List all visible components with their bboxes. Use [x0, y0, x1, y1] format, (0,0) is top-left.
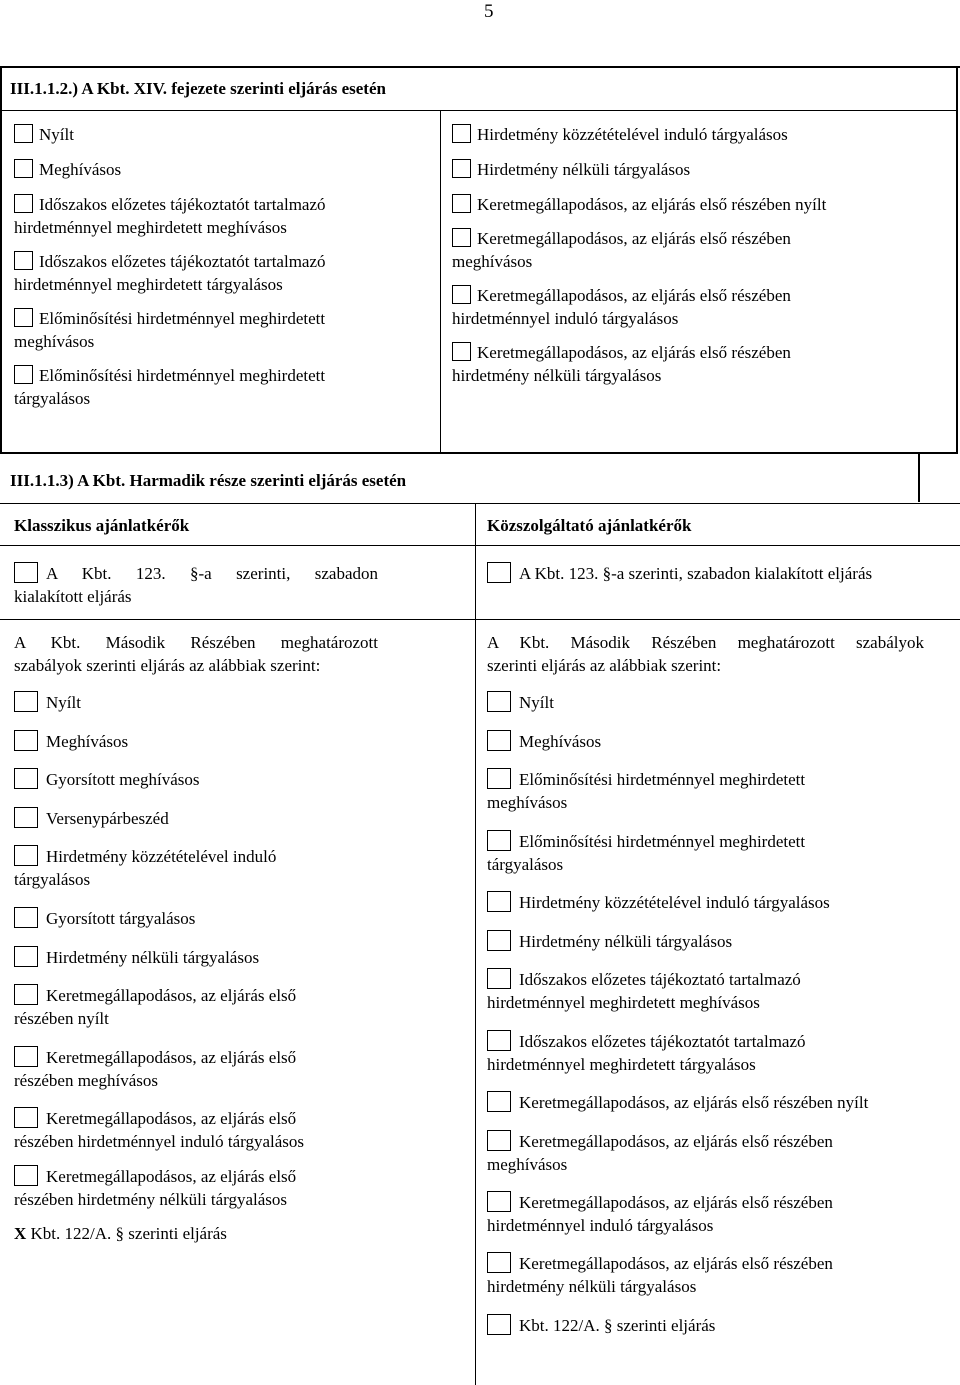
option-label: Időszakos előzetes tájékoztatót tartalmazó — [519, 1032, 806, 1051]
option-label: Nyílt — [39, 125, 74, 144]
option-label: Időszakos előzetes tájékoztató tartalmazó — [519, 970, 801, 989]
option-label: Keretmegállapodásos, az eljárás első részében nyílt — [477, 195, 827, 214]
option-label: Keretmegállapodásos, az eljárás első — [46, 1167, 297, 1186]
checkbox[interactable] — [14, 807, 38, 828]
checkbox-option[interactable] — [487, 1191, 833, 1237]
checkbox[interactable] — [487, 1091, 511, 1112]
checkbox[interactable] — [14, 907, 38, 928]
checkbox-option[interactable] — [452, 158, 690, 181]
checkbox[interactable] — [487, 1191, 511, 1212]
option-label: Keretmegállapodásos, az eljárás első részében nyílt — [519, 1093, 869, 1112]
option-label: Hirdetmény nélküli tárgyalásos — [519, 932, 733, 951]
checkbox-option[interactable] — [14, 123, 74, 146]
checkbox[interactable] — [14, 946, 38, 967]
checkbox-option[interactable] — [487, 1030, 806, 1076]
checkbox[interactable] — [14, 194, 33, 213]
checkbox-option[interactable] — [14, 1165, 296, 1211]
checkbox-option[interactable] — [14, 193, 326, 239]
checkbox[interactable] — [14, 1046, 38, 1067]
checkbox[interactable] — [452, 194, 471, 213]
option-label-cont: hirdetménnyel meghirdetett meghívásos — [487, 993, 760, 1012]
checkbox[interactable] — [487, 691, 511, 712]
option-label-cont: hirdetmény nélküli tárgyalásos — [487, 1277, 697, 1296]
checkbox[interactable] — [14, 768, 38, 789]
option-label: A Kbt. 123. §-a szerinti, szabadon — [46, 564, 378, 583]
checkbox[interactable] — [487, 930, 511, 951]
checkbox-option[interactable] — [14, 691, 81, 714]
section2-column-divider — [475, 503, 476, 1385]
option-label-cont: tárgyalásos — [487, 855, 564, 874]
checkbox-option[interactable] — [487, 768, 805, 814]
option-label: Hirdetmény közzétételével induló — [46, 847, 277, 866]
checkbox[interactable] — [487, 830, 511, 851]
option-label: Keretmegállapodásos, az eljárás első részében — [519, 1132, 833, 1151]
checkbox[interactable] — [14, 562, 38, 583]
classic-free-procedure-option[interactable] — [14, 562, 378, 608]
checkbox[interactable] — [14, 124, 33, 143]
checkbox[interactable] — [14, 730, 38, 751]
option-label-cont: tárgyalásos — [14, 870, 91, 889]
checkbox-option[interactable] — [487, 1314, 715, 1337]
option-label-cont: hirdetménnyel meghirdetett meghívásos — [14, 218, 287, 237]
section2-heading: III.1.1.3) A Kbt. Harmadik része szerinti eljárás esetén — [10, 471, 407, 490]
option-label-cont: hirdetménnyel induló tárgyalásos — [452, 309, 679, 328]
option-label-cont: részében nyílt — [14, 1009, 109, 1028]
option-label: Hirdetmény nélküli tárgyalásos — [46, 948, 260, 967]
option-label: Keretmegállapodásos, az eljárás első — [46, 1109, 297, 1128]
section1-heading: III.1.1.2.) A Kbt. XIV. fejezete szerinti eljárás esetén — [10, 79, 386, 98]
option-label: Kbt. 122/A. § szerinti eljárás — [30, 1224, 227, 1243]
checkbox[interactable] — [452, 124, 471, 143]
frame-left — [0, 66, 2, 454]
option-label: Meghívásos — [519, 732, 602, 751]
checkbox[interactable] — [14, 1165, 38, 1186]
option-label: Keretmegállapodásos, az eljárás első — [46, 1048, 297, 1067]
checkbox-option[interactable] — [14, 730, 128, 753]
option-label: Gyorsított tárgyalásos — [46, 909, 196, 928]
checkbox-option[interactable] — [487, 930, 732, 953]
checkbox-option[interactable] — [487, 830, 805, 876]
option-label-cont: meghívásos — [487, 793, 568, 812]
section1-column-divider — [440, 110, 441, 453]
option-label: Előminősítési hirdetménnyel meghirdetett — [39, 366, 326, 385]
checkbox[interactable] — [487, 1030, 511, 1051]
checkbox-option[interactable] — [452, 284, 791, 330]
option-label: Versenypárbeszéd — [46, 809, 169, 828]
option-label: Keretmegállapodásos, az eljárás első részében — [519, 1254, 833, 1273]
option-label: A Kbt. 123. §-a szerinti, szabadon kialakított eljárás — [519, 564, 873, 583]
checkbox-option[interactable] — [14, 845, 276, 891]
frame-top — [0, 66, 960, 68]
checkbox-option[interactable] — [452, 193, 826, 216]
section2-top-line — [0, 503, 960, 504]
option-label: Keretmegállapodásos, az eljárás első részében — [477, 343, 791, 362]
option-label-cont: meghívásos — [452, 252, 533, 271]
option-label: Előminősítési hirdetménnyel meghirdetett — [519, 770, 806, 789]
checkbox-option[interactable] — [14, 807, 169, 830]
option-label-cont: részében hirdetménnyel induló tárgyalásos — [14, 1132, 305, 1151]
checkbox[interactable] — [14, 845, 38, 866]
checkbox[interactable] — [487, 1252, 511, 1273]
option-label: Keretmegállapodásos, az eljárás első részében — [477, 229, 791, 248]
utility-intro-text: A Kbt. Második Részében meghatározott szabályok szerinti eljárás az alábbiak szerint: — [487, 633, 924, 675]
checkbox-option[interactable] — [14, 307, 325, 353]
checkbox[interactable] — [487, 1130, 511, 1151]
checkbox[interactable] — [452, 228, 471, 247]
checkbox-option[interactable] — [14, 1107, 304, 1153]
checkbox[interactable] — [487, 1314, 511, 1335]
option-label: Hirdetmény nélküli tárgyalásos — [477, 160, 691, 179]
section2-title-divider — [0, 545, 960, 546]
checkbox[interactable] — [452, 285, 471, 304]
checkbox-option[interactable] — [14, 768, 199, 791]
checkbox-option[interactable] — [487, 730, 601, 753]
checkbox[interactable] — [14, 251, 33, 270]
checkbox[interactable] — [14, 1107, 38, 1128]
checkbox-option[interactable] — [14, 250, 326, 296]
checkbox[interactable] — [487, 968, 511, 989]
checkbox[interactable] — [14, 984, 38, 1005]
option-label-cont: hirdetmény nélküli tárgyalásos — [452, 366, 662, 385]
checkbox-option[interactable] — [14, 907, 195, 930]
checkbox[interactable] — [14, 691, 38, 712]
selected-mark: X — [14, 1224, 27, 1243]
option-label-cont: részében meghívásos — [14, 1071, 158, 1090]
option-label-cont: tárgyalásos — [14, 389, 91, 408]
option-label: Meghívásos — [39, 160, 122, 179]
option-label: Időszakos előzetes tájékoztatót tartalmazó — [39, 252, 326, 271]
checkbox[interactable] — [14, 159, 33, 178]
option-label: Kbt. 122/A. § szerinti eljárás — [519, 1316, 716, 1335]
option-label: Időszakos előzetes tájékoztatót tartalmazó — [39, 195, 326, 214]
option-label-cont: részében hirdetmény nélküli tárgyalásos — [14, 1190, 288, 1209]
option-label: Gyorsított meghívásos — [46, 770, 200, 789]
option-label-cont: hirdetménnyel meghirdetett tárgyalásos — [487, 1055, 756, 1074]
checkbox[interactable] — [452, 159, 471, 178]
frame-bottom — [0, 452, 958, 454]
option-label: Hirdetmény közzétételével induló tárgyalásos — [477, 125, 788, 144]
checkbox[interactable] — [487, 562, 511, 583]
checkbox-option[interactable] — [487, 1091, 868, 1114]
checkbox-option[interactable] — [487, 968, 801, 1014]
option-label-cont: kialakított eljárás — [14, 587, 132, 606]
checkbox-option[interactable] — [14, 364, 325, 410]
option-label: Keretmegállapodásos, az eljárás első — [46, 986, 297, 1005]
checkbox[interactable] — [487, 891, 511, 912]
checkbox-option[interactable] — [487, 691, 554, 714]
checkbox-option[interactable] — [487, 1252, 833, 1298]
option-label-cont: meghívásos — [14, 332, 95, 351]
checkbox[interactable] — [14, 308, 33, 327]
option-label: Nyílt — [46, 693, 81, 712]
option-label: Keretmegállapodásos, az eljárás első részében — [477, 286, 791, 305]
option-label-cont: hirdetménnyel meghirdetett tárgyalásos — [14, 275, 283, 294]
utility-free-procedure-option[interactable] — [487, 562, 872, 585]
option-label-cont: hirdetménnyel induló tárgyalásos — [487, 1216, 714, 1235]
checkbox-option[interactable] — [452, 123, 788, 146]
checkbox-option[interactable] — [14, 946, 259, 969]
option-label: Előminősítési hirdetménnyel meghirdetett — [39, 309, 326, 328]
option-label: Előminősítési hirdetménnyel meghirdetett — [519, 832, 806, 851]
section2-free-divider — [0, 619, 960, 620]
utility-contracting-title: Közszolgáltató ajánlatkérők — [487, 516, 692, 535]
checkbox[interactable] — [487, 768, 511, 789]
checkbox[interactable] — [14, 365, 33, 384]
section2-heading-box-right — [918, 454, 920, 502]
classic-contracting-title: Klasszikus ajánlatkérők — [14, 516, 190, 535]
frame-right — [956, 66, 958, 454]
checkbox-option[interactable] — [487, 1130, 833, 1176]
classic-intro-text: A Kbt. Második Részében meghatározott szabályok szerinti eljárás az alábbiak szerint: — [14, 633, 378, 675]
checkbox-option[interactable] — [452, 341, 791, 387]
checkbox[interactable] — [487, 730, 511, 751]
option-label: Hirdetmény közzétételével induló tárgyalásos — [519, 893, 830, 912]
checkbox-option[interactable] — [14, 984, 296, 1030]
option-label-cont: meghívásos — [487, 1155, 568, 1174]
page-number: 5 — [484, 1, 494, 22]
option-label: Meghívásos — [46, 732, 129, 751]
checkbox-option[interactable] — [14, 158, 121, 181]
option-label: Keretmegállapodásos, az eljárás első részében — [519, 1193, 833, 1212]
checkbox-option[interactable] — [487, 891, 830, 914]
checkbox[interactable] — [452, 342, 471, 361]
checkbox-option[interactable] — [452, 227, 791, 273]
classic-122a-option[interactable] — [14, 1222, 227, 1245]
checkbox-option[interactable] — [14, 1046, 296, 1092]
section1-heading-divider — [0, 110, 958, 111]
option-label: Nyílt — [519, 693, 554, 712]
